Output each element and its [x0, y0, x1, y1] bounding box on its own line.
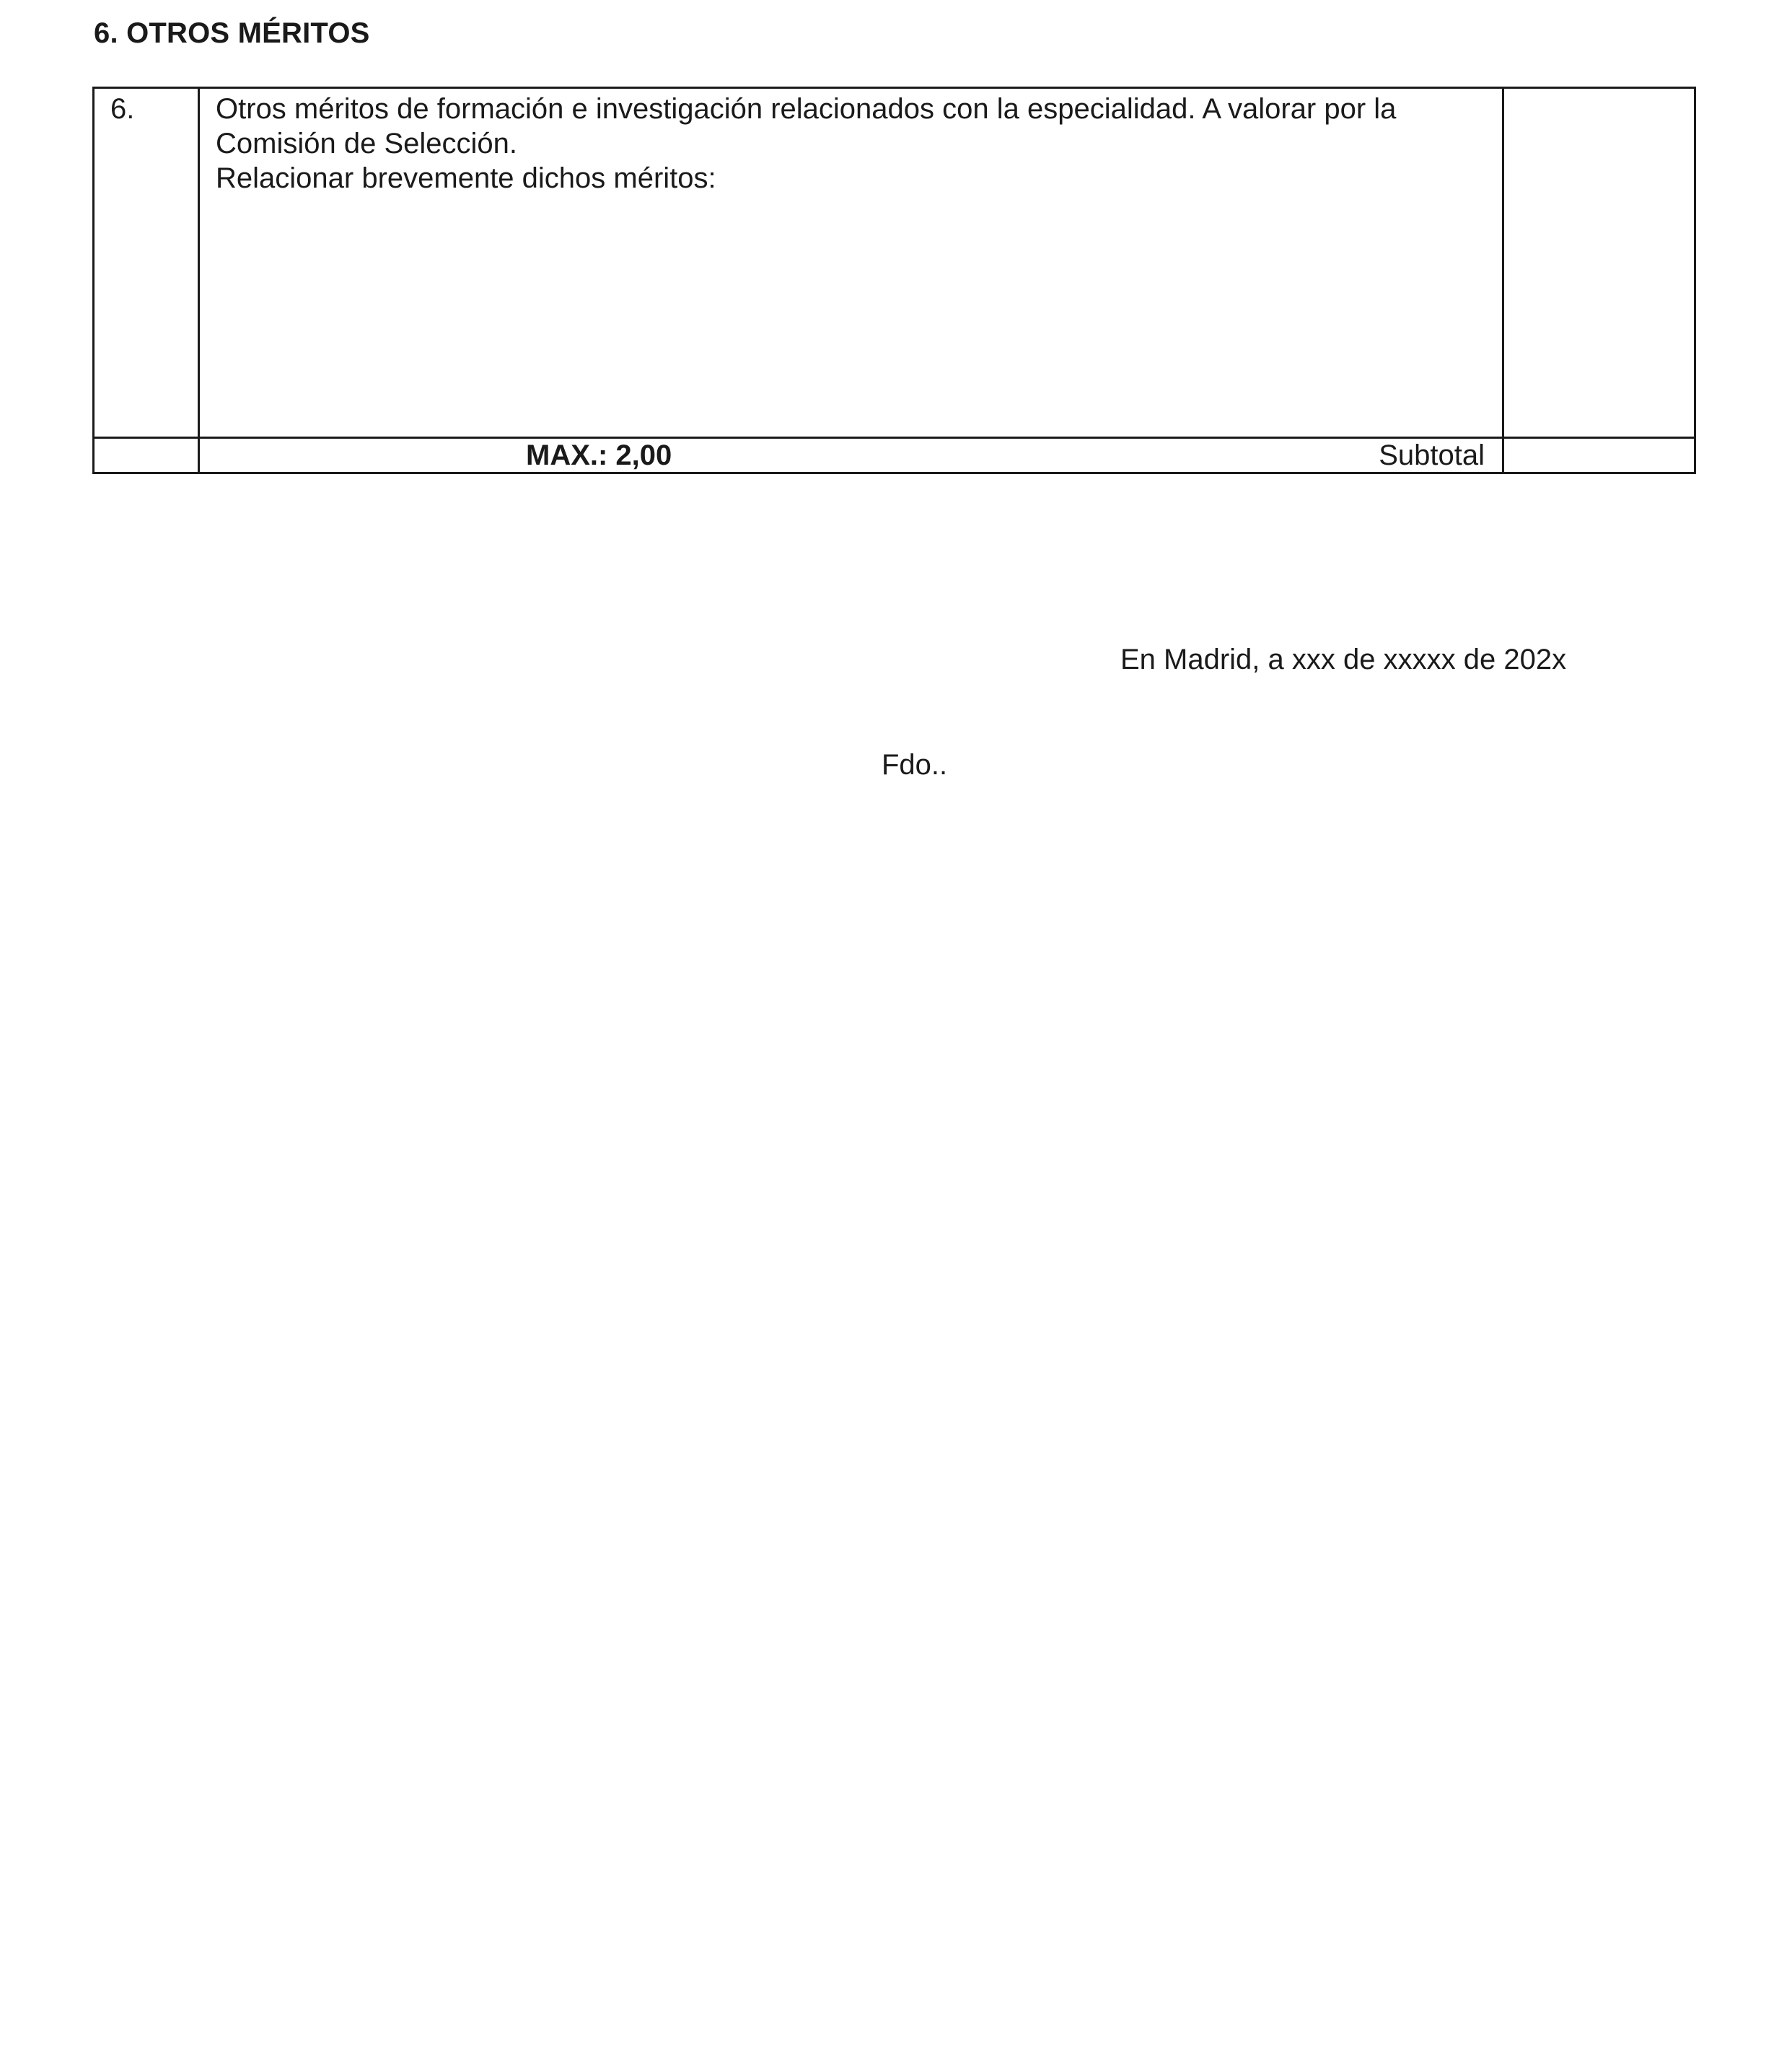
score-cell[interactable] [1503, 88, 1695, 438]
max-score-label: MAX.: 2,00 [526, 439, 672, 471]
subtotal-row [94, 438, 1695, 473]
subtotal-empty-cell [94, 438, 199, 473]
subtotal-score-cell[interactable] [1503, 438, 1695, 473]
merits-description-cell [199, 88, 1503, 438]
place-date: En Madrid, a xxx de xxxxx de 202x [1120, 644, 1567, 675]
subtotal-label-cell [199, 438, 1503, 473]
merits-row [94, 88, 1695, 438]
merits-table [92, 87, 1696, 474]
signature-line: Fdo.. [882, 749, 948, 781]
subtotal-label: Subtotal [1379, 439, 1485, 471]
row-number: 6. [94, 88, 199, 438]
description-line: Relacionar brevemente dichos méritos: [216, 162, 716, 194]
section-title: 6. OTROS MÉRITOS [94, 17, 370, 49]
description-line: Comisión de Selección. [216, 128, 517, 159]
description-line: Otros méritos de formación e investigación relacionados con la especialidad. A valorar por la [216, 93, 1397, 125]
